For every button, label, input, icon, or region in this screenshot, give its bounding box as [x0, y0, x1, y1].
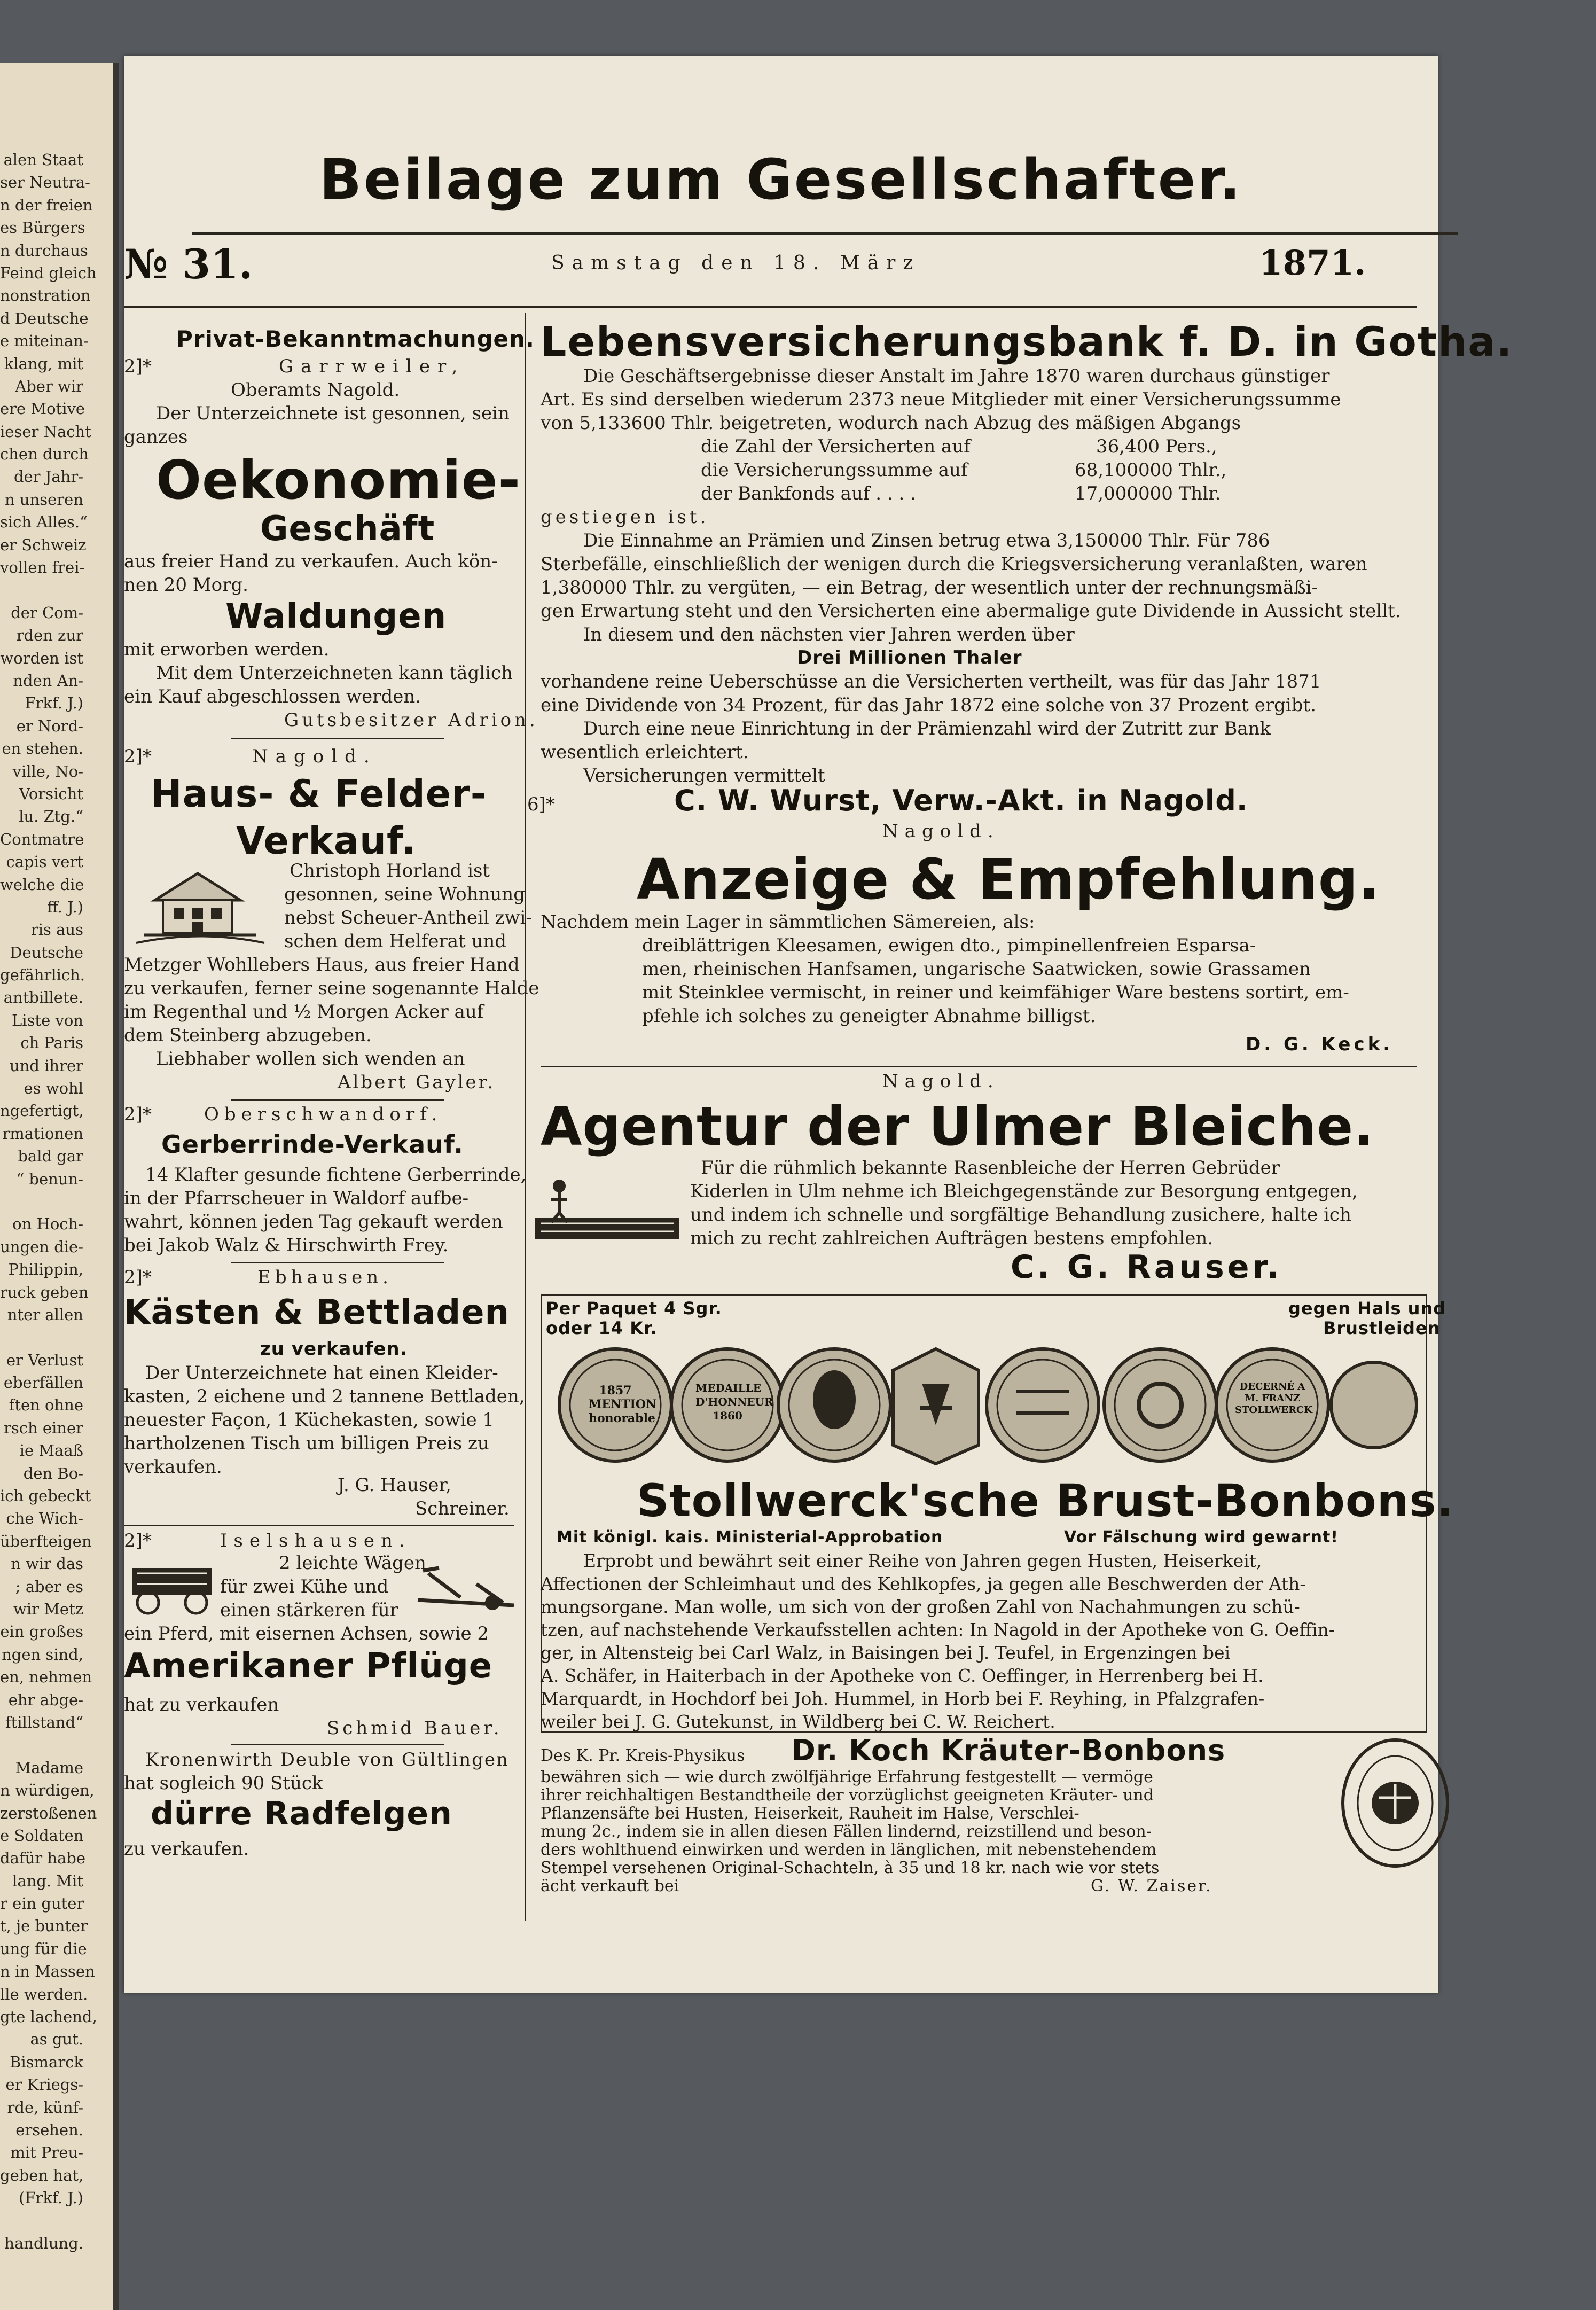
previous-page-line: rsch einer	[3, 1418, 83, 1437]
previous-page-line: n in Massen	[0, 1962, 95, 1981]
previous-page-line: er Schweiz	[0, 535, 87, 554]
ad2-headline2: Verkauf.	[236, 819, 417, 863]
ad5-place: Iselshausen.	[220, 1530, 411, 1551]
house-illustration	[134, 863, 267, 948]
ad2-line: Christoph Horland ist	[290, 860, 490, 881]
stoll-headline: Stollwerck'sche Brust-Bonbons.	[637, 1474, 1454, 1527]
previous-page-line: ch Paris	[20, 1034, 83, 1052]
previous-page-line: ften ohne	[9, 1396, 83, 1415]
insurance-line: Die Einnahme an Prämien und Zinsen betrug etwa 3,150000 Thlr. Für 786	[583, 530, 1270, 551]
ad5-line: ein Pferd, mit eisernen Achsen, sowie 2	[124, 1623, 489, 1644]
ad5-line: einen stärkeren für	[220, 1599, 398, 1621]
previous-page-line: alen Staat	[3, 151, 83, 169]
previous-page-strip	[0, 63, 119, 2310]
previous-page-line	[0, 579, 83, 601]
ad4-line: kasten, 2 eichene und 2 tannene Bettladen,	[124, 1386, 525, 1407]
ad-divider	[231, 1744, 444, 1745]
previous-page-line: der Jahr-	[13, 467, 83, 486]
previous-page-line: Contmatre	[0, 830, 84, 848]
issue-number: № 31.	[124, 240, 253, 288]
insurance-line: In diesem und den nächsten vier Jahren werden über	[583, 624, 1075, 645]
medal-label: DECERNÉ A M. FRANZ STOLLWERCK	[1235, 1381, 1313, 1416]
ad3-mark: 2]*	[124, 1104, 152, 1125]
previous-page-line: handlung.	[4, 2234, 83, 2252]
previous-page-line: welche die	[0, 875, 84, 894]
medal-label: MEDAILLE D'HONNEUR 1860	[695, 1382, 773, 1422]
ad5-mark: 2]*	[124, 1530, 152, 1551]
previous-page-line: ersehen.	[15, 2120, 83, 2139]
insurance-stat-label: der Bankfonds auf . . . .	[701, 483, 916, 504]
koch-headline: Dr. Koch Kräuter-Bonbons	[792, 1734, 1226, 1767]
insurance-line: Art. Es sind derselben wiederum 2373 neue Mitglieder mit einer Versicherungssumme	[541, 389, 1341, 410]
koch-line: mung 2c., indem sie in allen diesen Fällen lindernd, reizstillend und beson-	[541, 1822, 1152, 1841]
bleiche-place: Nagold.	[882, 1071, 1000, 1092]
ad3-line: 14 Klafter gesunde fichtene Gerberrinde,	[145, 1164, 527, 1185]
previous-page-line: n der freien	[0, 196, 93, 214]
ad2-line: gesonnen, seine Wohnung	[284, 884, 525, 905]
anzeige-line: mit Steinklee vermischt, in reiner und keimfähiger Ware bestens sortirt, em-	[642, 982, 1349, 1003]
insurance-line: vorhandene reine Ueberschüsse an die Versicherten vertheilt, was für das Jahr 1871	[541, 671, 1321, 692]
ad1-place: Garrweiler,	[279, 356, 465, 377]
previous-page-line: (Frkf. J.)	[19, 2189, 83, 2207]
insurance-bold: Drei Millionen Thaler	[797, 647, 1022, 668]
ad3-line: in der Pfarrscheuer in Waldorf aufbe-	[124, 1188, 469, 1209]
newspaper-page	[124, 56, 1513, 1993]
ad2-mark: 2]*	[124, 746, 152, 767]
previous-page-line: r ein guter	[0, 1894, 84, 1913]
anzeige-line: men, rheinischen Hanfsamen, ungarische Saatwicken, sowie Grassamen	[642, 958, 1311, 980]
insurance-stat-value: 36,400 Pers.,	[1096, 436, 1217, 457]
previous-page-line: “ benun-	[16, 1169, 83, 1188]
ad2-line: dem Steinberg abzugeben.	[124, 1025, 372, 1046]
previous-page-line	[0, 1734, 83, 1756]
previous-page-line: ff. J.)	[47, 898, 83, 916]
ad4-line: Der Unterzeichnete hat einen Kleider-	[145, 1362, 498, 1384]
insurance-agent: C. W. Wurst, Verw.-Akt. in Nagold.	[674, 784, 1248, 817]
insurance-line: Die Geschäftsergebnisse dieser Anstalt im Jahre 1870 waren durchaus günstiger	[583, 365, 1330, 387]
ad2-line: im Regenthal und ½ Morgen Acker auf	[124, 1001, 484, 1023]
previous-page-line: chen durch	[0, 445, 89, 464]
previous-page-line: n würdigen,	[0, 1781, 95, 1800]
ad2-line: Liebhaber wollen sich wenden an	[156, 1048, 465, 1070]
previous-page-line: as gut.	[30, 2030, 83, 2049]
insurance-stat-label: die Versicherungssumme auf	[701, 459, 968, 481]
stoll-approval: Mit königl. kais. Ministerial-Approbation	[557, 1528, 943, 1547]
previous-page-line: en stehen.	[2, 739, 83, 758]
previous-page-line: ieser Nacht	[0, 422, 91, 441]
previous-page-line	[0, 2210, 83, 2232]
previous-page-line: ein großes	[0, 1622, 83, 1641]
previous-page-line: on Hoch-	[12, 1215, 83, 1234]
previous-page-line: Madame	[15, 1758, 83, 1777]
insurance-line: Sterbefälle, einschließlich der wenigen durch die Kriegsversicherung veranlaßten, waren	[541, 553, 1367, 575]
previous-page-line	[0, 1326, 83, 1348]
insurance-line: eine Dividende von 34 Prozent, für das Jahr 1872 eine solche von 37 Prozent ergibt.	[541, 694, 1316, 716]
ad1-district: Oberamts Nagold.	[231, 379, 400, 401]
koch-seal	[1336, 1734, 1454, 1872]
previous-page-line: bald gar	[18, 1147, 83, 1166]
previous-page-line: n wir das	[11, 1555, 83, 1573]
previous-page-line: che Wich-	[6, 1509, 83, 1528]
previous-page-line	[0, 1190, 83, 1213]
koch-line: ders wohlthuend einwirken und werden in länglichen, mit nebenstehendem	[541, 1840, 1157, 1859]
ad6-headline: dürre Radfelgen	[151, 1795, 452, 1832]
previous-page-line: lu. Ztg.“	[19, 807, 83, 826]
previous-page-line: ville, No-	[12, 762, 83, 781]
previous-page-line: e miteinan-	[0, 332, 89, 350]
insurance-stat-label: die Zahl der Versicherten auf	[701, 436, 971, 457]
ad1-line: ein Kauf abgeschlossen werden.	[124, 686, 421, 707]
previous-page-line: ere Motive	[0, 400, 85, 418]
previous-page-line: wir Metz	[13, 1600, 83, 1618]
insurance-line: gen Erwartung steht und den Versicherten eine abermalige gute Dividende in Aussicht stellt.	[541, 600, 1401, 622]
previous-page-line: nden An-	[13, 671, 83, 690]
previous-page-line: Feind gleich	[0, 263, 97, 282]
koch-line: ihrer reichhaltigen Bestandtheile der vorzüglichst geeigneten Kräuter- und	[541, 1786, 1154, 1805]
previous-page-line: sich Alles.“	[0, 513, 88, 532]
ad3-headline: Gerberrinde-Verkauf.	[161, 1130, 464, 1159]
ad1-headline3: Waldungen	[225, 597, 447, 636]
previous-page-line: ngen sind,	[2, 1645, 83, 1664]
stoll-line: weiler bei J. G. Gutekunst, in Wildberg bei C. W. Reichert.	[541, 1711, 1055, 1732]
stoll-price2: oder 14 Kr.	[546, 1318, 658, 1338]
previous-page-line: Philippin,	[8, 1260, 83, 1279]
koch-signature: G. W. Zaiser.	[1091, 1877, 1212, 1895]
previous-page-line: Aber wir	[15, 377, 83, 395]
previous-page-line: gefährlich.	[0, 966, 85, 985]
bleiche-line: Für die rühmlich bekannte Rasenbleiche der Herren Gebrüder	[701, 1157, 1280, 1179]
previous-page-line: ftillstand“	[5, 1713, 83, 1731]
anzeige-headline: Anzeige & Empfehlung.	[637, 847, 1380, 912]
previous-page-line: capis vert	[6, 853, 83, 871]
previous-page-line: ris aus	[30, 920, 83, 939]
previous-page-line: d Deutsche	[0, 309, 89, 327]
stoll-line: ger, in Altensteig bei Carl Walz, in Baisingen bei J. Teufel, in Ergenzingen bei	[541, 1642, 1231, 1663]
previous-page-line: ngefertigt,	[0, 1102, 84, 1120]
issue-year: 1871.	[1259, 243, 1366, 283]
ad6-line: zu verkaufen.	[124, 1838, 249, 1860]
previous-page-line: überfteigen	[0, 1532, 92, 1550]
previous-page-line: n durchaus	[0, 241, 88, 260]
ad4-headline: Kästen & Bettladen	[124, 1293, 510, 1332]
ad4-signature: J. G. Hauser,	[338, 1474, 451, 1496]
previous-page-line: worden ist	[0, 649, 83, 667]
stoll-line: Marquardt, in Hochdorf bei Joh. Hummel, in Horb bei F. Reyhing, in Pfalzgrafen-	[541, 1688, 1265, 1709]
ad4-mark: 2]*	[124, 1267, 152, 1288]
ad6-line: Kronenwirth Deuble von Gültlingen	[145, 1749, 509, 1770]
previous-page-line: rden zur	[16, 626, 83, 645]
ad1-line: Der Unterzeichnete ist gesonnen, sein	[156, 403, 510, 424]
stoll-warning: Vor Fälschung wird gewarnt!	[1064, 1528, 1339, 1547]
ad2-line: Metzger Wohllebers Haus, aus freier Hand	[124, 954, 520, 975]
previous-page-line: es wohl	[24, 1079, 83, 1098]
previous-page-line: ruck geben	[0, 1283, 89, 1301]
previous-page-line: nonstration	[0, 286, 91, 305]
previous-page-line: ehr abge-	[8, 1690, 83, 1709]
previous-page-line: lle werden.	[0, 1985, 88, 2003]
stoll-price: Per Paquet 4 Sgr.	[546, 1298, 722, 1318]
ad1-line: aus freier Hand zu verkaufen. Auch kön-	[124, 551, 498, 572]
bleach-illustration	[530, 1170, 685, 1250]
insurance-line: Versicherungen vermittelt	[583, 765, 825, 786]
ad3-place: Oberschwandorf.	[204, 1104, 443, 1125]
previous-page-line: gte lachend,	[0, 2008, 97, 2026]
anzeige-place: Nagold.	[882, 821, 1000, 842]
stoll-line: tzen, auf nachstehende Verkaufsstellen achten: In Nagold in der Apotheke von G. Oeffin-	[541, 1619, 1335, 1640]
previous-page-line: rde, künf-	[7, 2098, 83, 2117]
ad3-line: bei Jakob Walz & Hirschwirth Frey.	[124, 1235, 449, 1256]
anzeige-line: Nachdem mein Lager in sämmtlichen Sämereien, als:	[541, 911, 1035, 933]
previous-page-line: und ihrer	[10, 1056, 83, 1075]
previous-page-line: ich gebeckt	[0, 1487, 91, 1505]
section-header: Privat-Bekanntmachungen.	[176, 326, 535, 352]
koch-line: ächt verkauft bei	[541, 1877, 679, 1895]
anzeige-signature: D. G. Keck.	[1246, 1034, 1394, 1055]
stoll-line: A. Schäfer, in Haiterbach in der Apotheke von C. Oeffinger, in Herrenberg bei H.	[541, 1665, 1264, 1686]
previous-page-line: er Nord-	[16, 716, 83, 735]
ad4-line: neuester Façon, 1 Küchekasten, sowie 1	[124, 1409, 495, 1431]
previous-page-line: den Bo-	[23, 1464, 83, 1482]
insurance-line: 1,380000 Thlr. zu vergüten, — ein Betrag, der wesentlich unter der rechnungsmäßi-	[541, 577, 1318, 598]
previous-page-line: ser Neutra-	[0, 173, 90, 192]
previous-page-line: klang, mit	[4, 354, 83, 373]
ad-divider	[231, 1262, 444, 1263]
right-column	[527, 56, 1513, 1993]
ad2-place: Nagold.	[252, 746, 377, 767]
ad-divider	[541, 1066, 1417, 1067]
ad4-line: hartholzenen Tisch um billigen Preis zu	[124, 1433, 489, 1454]
previous-page-line: der Com-	[11, 603, 83, 622]
ad5-line: 2 leichte Wägen	[279, 1552, 426, 1574]
previous-page-line: lang. Mit	[12, 1871, 83, 1890]
koch-line: bewähren sich — wie durch zwölfjährige Erfahrung festgestellt — vermöge	[541, 1768, 1153, 1786]
ad1-signature: Gutsbesitzer Adrion.	[284, 709, 538, 731]
wagon-illustration	[124, 1557, 220, 1616]
bleiche-line: und indem ich schnelle und sorgfältige Behandlung zusichere, halte ich	[690, 1204, 1351, 1226]
medal-label: 1857 MENTION honorable	[589, 1384, 657, 1425]
ad2-line: schen dem Helferat und	[284, 931, 507, 952]
previous-page-line: ; aber es	[15, 1577, 83, 1596]
previous-page-line: nter allen	[7, 1305, 83, 1324]
ad1-line: Mit dem Unterzeichneten kann täglich	[156, 662, 513, 684]
plough-illustration	[412, 1563, 519, 1616]
previous-page-line: antbillete.	[3, 988, 83, 1007]
insurance-line: von 5,133600 Thlr. beigetreten, wodurch nach Abzug des mäßigen Abgangs	[541, 412, 1241, 434]
masthead-title: Beilage zum Gesellschafter.	[319, 147, 1243, 212]
ad2-headline: Haus- & Felder-	[151, 772, 487, 816]
ad5-headline: Amerikaner Pflüge	[124, 1646, 493, 1686]
insurance-mark: 6]*	[527, 794, 555, 815]
previous-page-line: es Bürgers	[0, 218, 85, 237]
insurance-headline: Lebensversicherungsbank f. D. in Gotha.	[541, 318, 1513, 365]
previous-page-line: Frkf. J.)	[25, 694, 83, 713]
stoll-line: mungsorgane. Man wolle, um sich von der großen Zahl von Nachahmungen zu schü-	[541, 1596, 1300, 1617]
previous-page-line: Deutsche	[10, 943, 83, 962]
insurance-stat-value: 68,100000 Thlr.,	[1075, 459, 1227, 481]
ad-divider	[231, 738, 444, 739]
previous-page-line: Bismarck	[10, 2053, 83, 2071]
bleiche-headline: Agentur der Ulmer Bleiche.	[541, 1095, 1375, 1158]
previous-page-line: Vorsicht	[19, 784, 83, 803]
ad4-subhead: zu verkaufen.	[260, 1338, 408, 1360]
previous-page-line: rmationen	[2, 1124, 83, 1143]
insurance-line: Durch eine neue Einrichtung in der Prämienzahl wird der Zutritt zur Bank	[583, 718, 1271, 739]
previous-page-line: zerstoßenen	[0, 1804, 97, 1822]
stoll-right: gegen Hals und	[1288, 1298, 1446, 1318]
ad1-headline: Oekonomie-	[156, 449, 521, 511]
previous-page-line: n unseren	[5, 490, 83, 509]
ad2-line: nebst Scheuer-Antheil zwi-	[284, 907, 532, 928]
bleiche-line: Kiderlen in Ulm nehme ich Bleichgegenstände zur Besorgung entgegen,	[690, 1181, 1358, 1202]
previous-page-line: Liste von	[12, 1011, 83, 1029]
ad4-line: verkaufen.	[124, 1456, 222, 1478]
ad1-headline2: Geschäft	[260, 509, 435, 549]
koch-line: Stempel versehenen Original-Schachteln, à 35 und 18 kr. nach wie vor stets	[541, 1859, 1160, 1877]
previous-page-line: t, je bunter	[0, 1917, 88, 1936]
previous-page-line: en, nehmen	[0, 1668, 92, 1687]
anzeige-line: dreiblättrigen Kleesamen, ewigen dto., pimpinellenfreien Esparsa-	[642, 935, 1256, 956]
ad1-line: ganzes	[124, 426, 188, 448]
left-column	[124, 56, 539, 1993]
previous-page-line: ung für die	[0, 1939, 87, 1958]
ad4-place: Ebhausen.	[257, 1267, 393, 1288]
previous-page-line: er Verlust	[6, 1351, 83, 1369]
column-divider	[525, 313, 526, 1921]
previous-page-line: e Soldaten	[0, 1826, 84, 1845]
ad1-mark: 2]*	[124, 356, 152, 377]
ad6-line: hat sogleich 90 Stück	[124, 1773, 323, 1794]
insurance-line: wesentlich erleichtert.	[541, 742, 749, 763]
previous-page-line: ie Maaß	[19, 1441, 83, 1460]
insurance-line: gestiegen ist.	[541, 506, 709, 528]
previous-page-line: dafür habe	[0, 1849, 86, 1868]
bleiche-signature: C. G. Rauser.	[1011, 1248, 1282, 1286]
koch-intro: Des K. Pr. Kreis-Physikus	[541, 1746, 745, 1765]
previous-page-line: er Kriegs-	[5, 2075, 83, 2094]
ad-divider	[231, 1099, 444, 1101]
anzeige-line: pfehle ich solches zu geneigter Abnahme billigst.	[642, 1005, 1096, 1027]
previous-page-line: mit Preu-	[10, 2143, 83, 2162]
ad1-line: nen 20 Morg.	[124, 574, 248, 596]
ad-divider	[124, 1525, 514, 1526]
ad1-line: mit erworben werden.	[124, 639, 330, 660]
stoll-line: Affectionen der Schleimhaut und des Kehlkopfes, ja gegen alle Beschwerden der Ath-	[541, 1573, 1306, 1594]
ad5-signature: Schmid Bauer.	[327, 1718, 503, 1739]
previous-page-line: vollen frei-	[0, 558, 85, 577]
issue-date: Samstag den 18. März	[551, 252, 921, 274]
previous-page-line: geben hat,	[0, 2166, 84, 2184]
ad4-signature2: Schreiner.	[415, 1498, 510, 1519]
stoll-line: Erprobt und bewährt seit einer Reihe von Jahren gegen Husten, Heiserkeit,	[583, 1550, 1262, 1571]
ad5-line: für zwei Kühe und	[220, 1576, 389, 1597]
stoll-right2: Brustleiden	[1323, 1318, 1441, 1338]
previous-page-line: ungen die-	[0, 1237, 83, 1256]
ad5-line: hat zu verkaufen	[124, 1694, 279, 1715]
koch-line: Pflanzensäfte bei Husten, Heiserkeit, Rauheit im Halse, Verschlei-	[541, 1804, 1079, 1823]
ad3-line: wahrt, können jeden Tag gekauft werden	[124, 1211, 503, 1232]
insurance-stat-value: 17,000000 Thlr.	[1075, 483, 1221, 504]
previous-page-line: eberfällen	[3, 1373, 83, 1392]
previous-page-text	[0, 63, 113, 2254]
bleiche-line: mich zu recht zahlreichen Aufträgen bestens empfohlen.	[690, 1228, 1214, 1249]
ad2-line: zu verkaufen, ferner seine sogenannte Halde	[124, 978, 539, 999]
ad2-signature: Albert Gayler.	[338, 1072, 495, 1093]
